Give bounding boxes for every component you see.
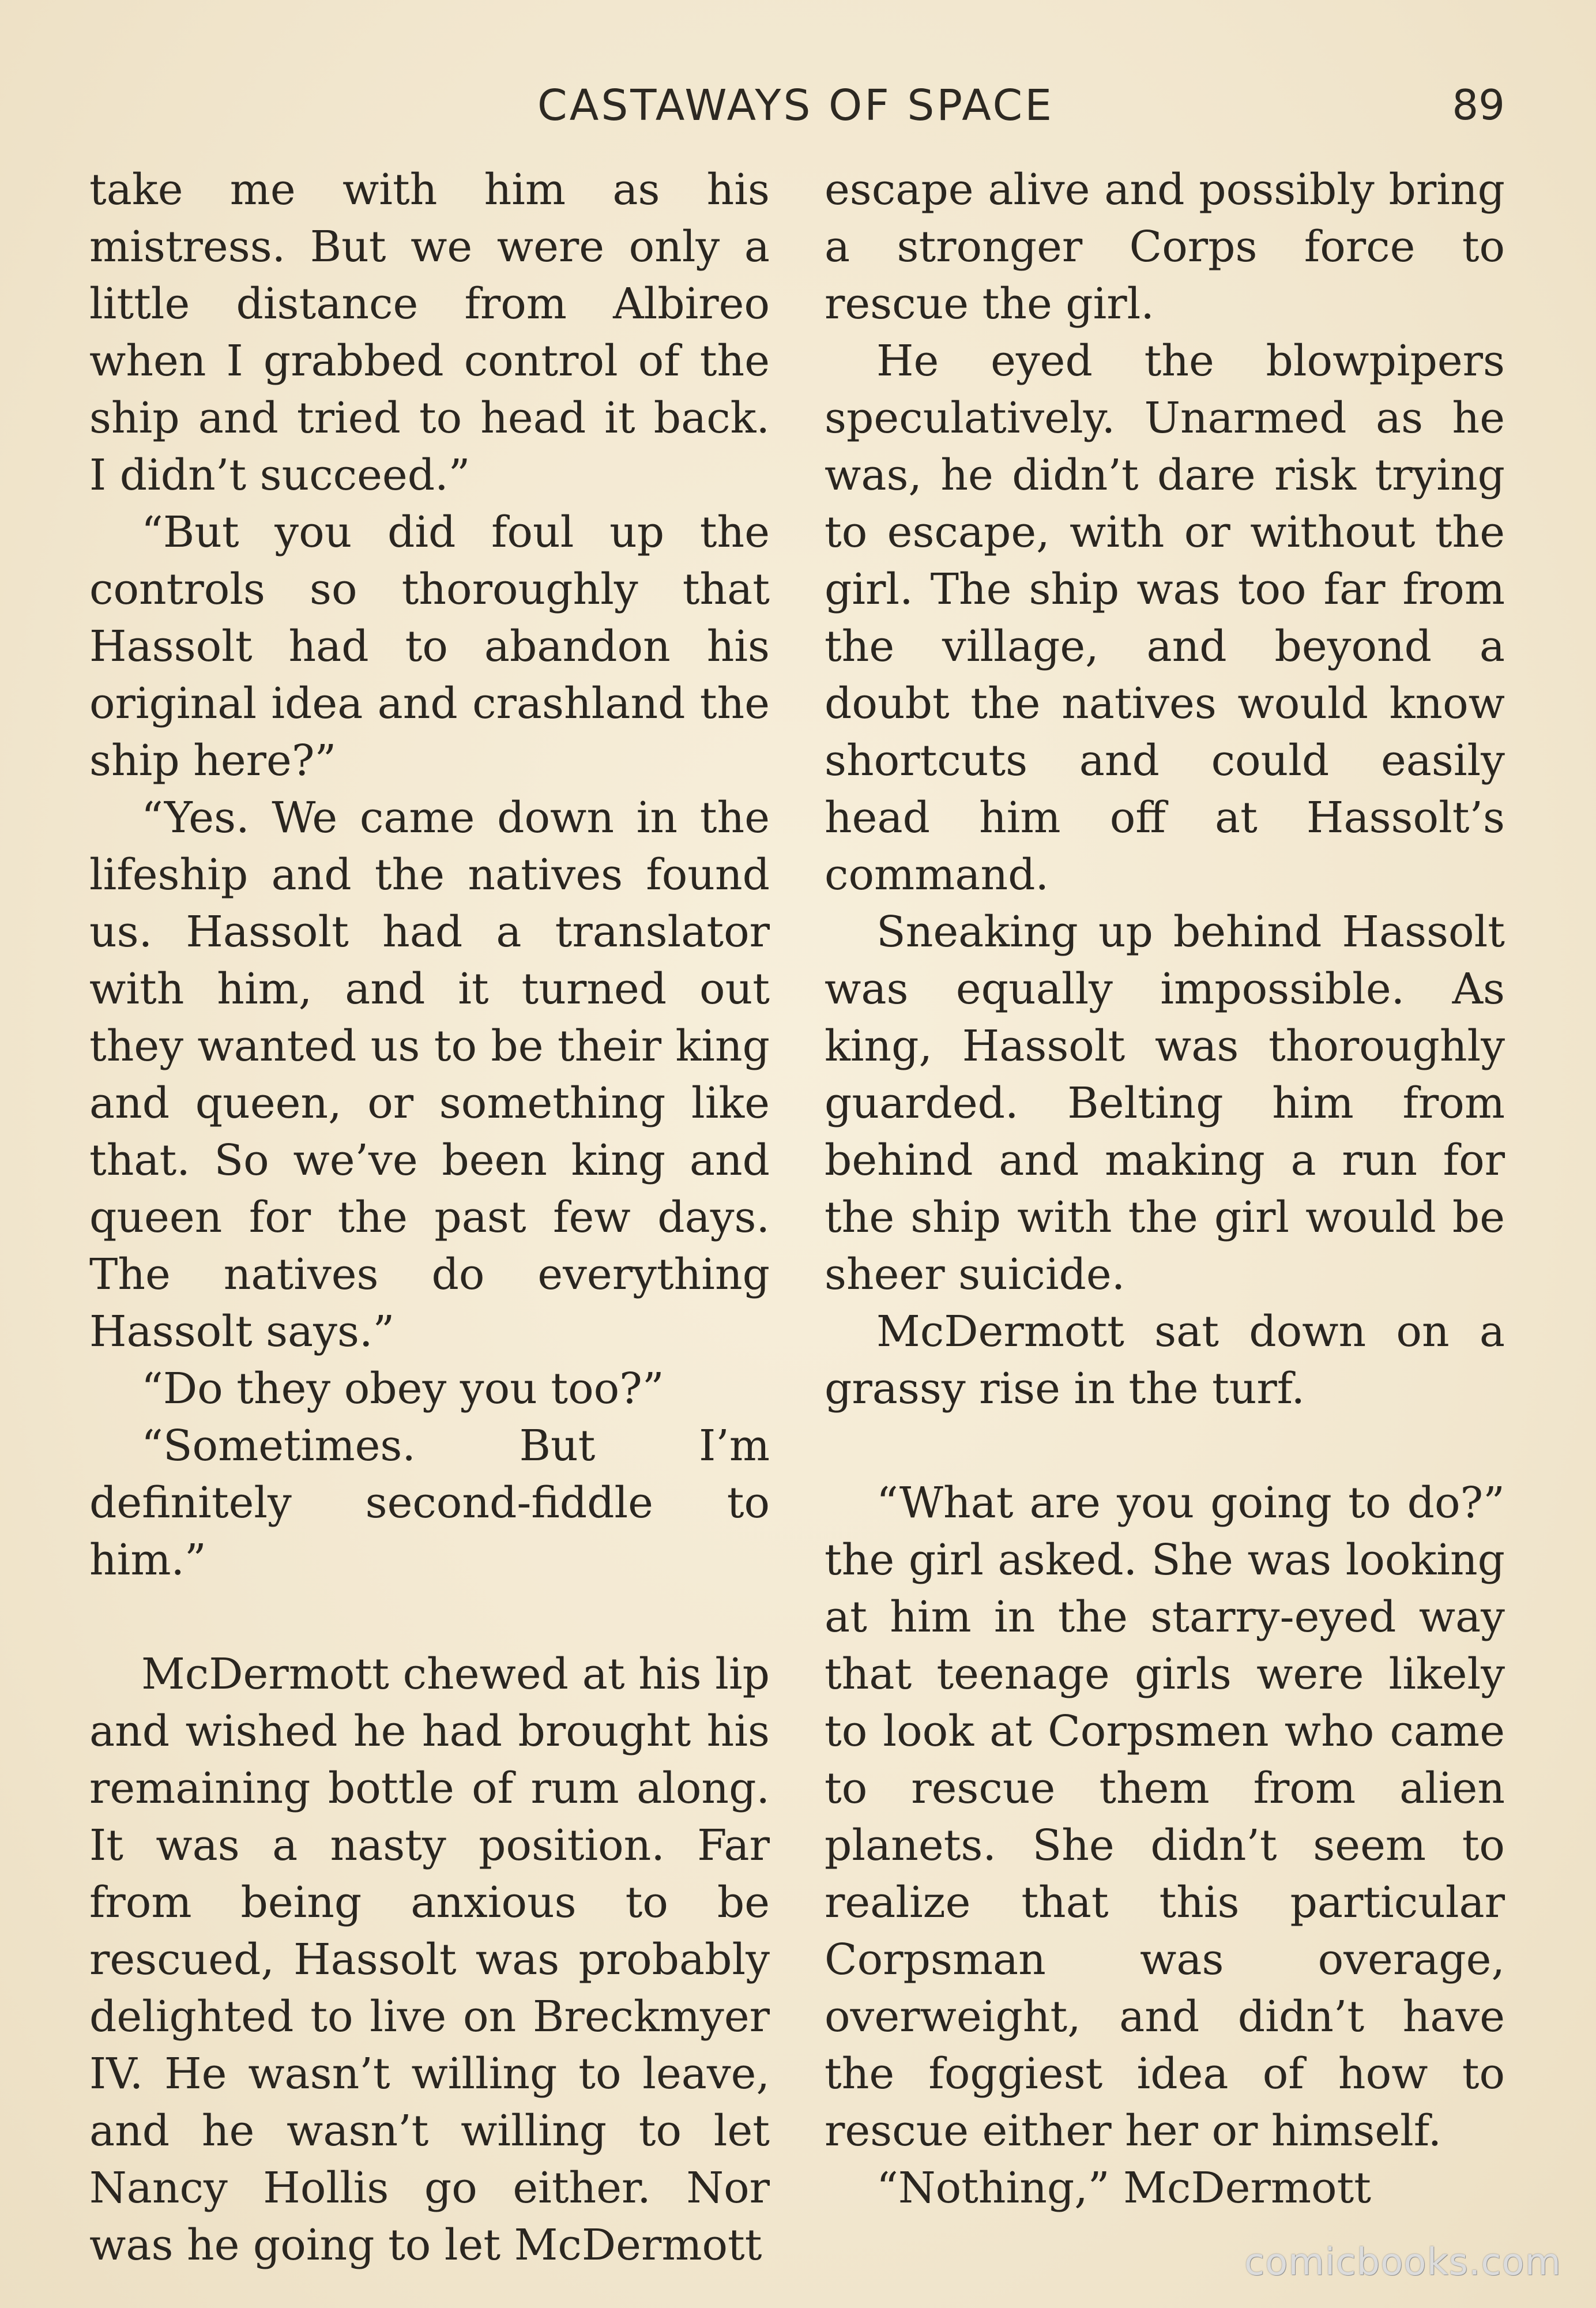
paragraph: take me with him as his mistress. But we were only a little distance from Albireo when I grabbed control of the ship and tried to head it back. I didn’t succeed.” xyxy=(89,165,770,500)
paragraph: McDermott sat down on a grassy rise in the turf. xyxy=(825,1307,1505,1414)
section-break xyxy=(89,1589,770,1646)
paragraph: Sneaking up behind Hassolt was equally impossible. As king, Hassolt was thoroughly guarded. Belting him from behind and making a run for the ship with the girl would be sheer suicide. xyxy=(825,907,1505,1299)
paragraph: escape alive and possibly bring a stronger Corps force to rescue the girl. xyxy=(825,165,1505,329)
paragraph: “What are you going to do?” the girl asked. She was looking at him in the starry-eyed way that teenage girls were likely to look at Corpsmen who came to rescue them from alien planets. She didn’t seem to realize that this particular Corpsman was overage, overweight, and didn’t have the foggiest idea of how to rescue either her or himself. xyxy=(825,1478,1505,2156)
paragraph: McDermott chewed at his lip and wished he had brought his remaining bottle of rum along. It was a nasty position. Far from being anxious to be rescued, Hassolt was probably delighted to live on Breckmyer IV. He wasn’t willing to leave, and he wasn’t willing to let Nancy Hollis go either. Nor was he going to let McDermott xyxy=(89,1649,770,2270)
watermark: comicbooks.com xyxy=(1244,2241,1561,2284)
paragraph: “Yes. We came down in the lifeship and the natives found us. Hassolt had a translator with him, and it turned out they wanted us to be their king and queen, or something like that. So we’ve been king and queen for the past few days. The natives do everything Hassolt says.” xyxy=(89,793,770,1356)
section-break xyxy=(825,1418,1505,1475)
paragraph: “Nothing,” McDermott xyxy=(876,2163,1372,2213)
paragraph: “Sometimes. But I’m definitely second-fiddle to him.” xyxy=(89,1421,770,1585)
left-column xyxy=(89,161,770,2274)
page-header xyxy=(0,81,1596,144)
running-title: CASTAWAYS OF SPACE xyxy=(537,81,1054,130)
page-number: 89 xyxy=(1452,81,1505,129)
paragraph: “But you did foul up the controls so thoroughly that Hassolt had to abandon his original idea and crashland the ship here?” xyxy=(89,508,770,785)
paragraph: “Do they obey you too?” xyxy=(141,1364,664,1414)
paragraph: He eyed the blowpipers speculatively. Unarmed as he was, he didn’t dare risk trying to escape, with or without the girl. The ship was too far from the village, and beyond a doubt the natives would know shortcuts and could easily head him off at Hassolt’s command. xyxy=(825,336,1505,900)
right-column xyxy=(825,161,1505,2217)
